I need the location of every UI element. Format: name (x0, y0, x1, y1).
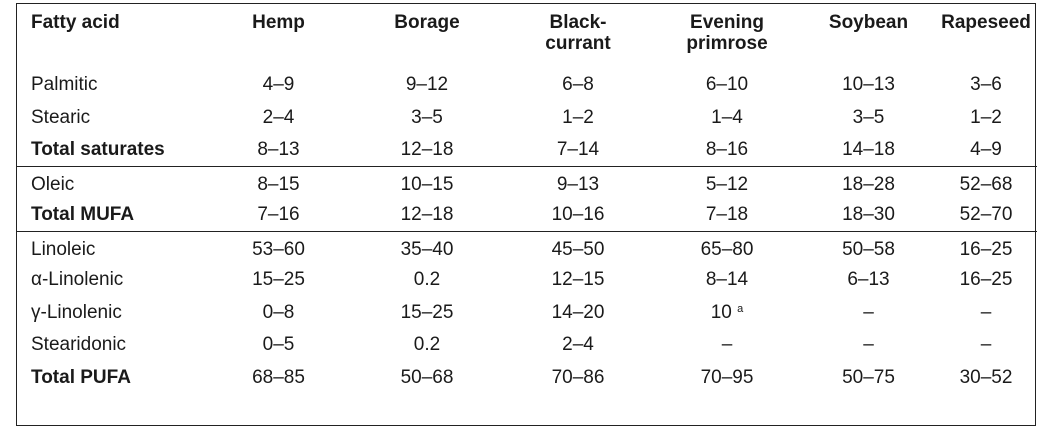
table-row (17, 297, 1037, 330)
table-cell (935, 69, 1037, 102)
row-label: γ-Linolenic (31, 301, 122, 323)
table-cell (802, 69, 935, 102)
cell-value: 0–5 (262, 334, 295, 356)
cell-value: 14–20 (551, 301, 605, 323)
cell-value: 8–14 (705, 269, 749, 291)
row-label: Total MUFA (17, 199, 207, 232)
table-cell (802, 362, 935, 395)
table-cell (802, 297, 935, 330)
footnote-marker: a (737, 302, 744, 315)
table-cell (207, 102, 350, 135)
column-header (652, 4, 802, 69)
cell-value: 3–5 (411, 106, 443, 128)
total-row (17, 199, 1037, 232)
column-header-text: Rapeseed (941, 12, 1031, 33)
table-cell (935, 102, 1037, 135)
table-cell (350, 199, 504, 232)
table-cell (207, 329, 350, 362)
cell-value: 8–13 (257, 139, 300, 160)
table-cell (207, 297, 350, 330)
cell-value: 0.2 (413, 334, 441, 356)
table-cell (504, 199, 652, 232)
column-header (935, 4, 1037, 69)
cell-value: 8–15 (257, 174, 300, 195)
cell-value: – (863, 334, 874, 356)
table-cell (207, 232, 350, 265)
cell-value: 3–6 (970, 74, 1002, 96)
cell-value: 8–16 (705, 139, 749, 160)
table-row (17, 69, 1037, 102)
cell-value: 2–4 (262, 106, 295, 128)
cell-value: 3–5 (852, 106, 885, 128)
table-cell (802, 329, 935, 362)
total-row (17, 362, 1037, 395)
table-cell (802, 232, 935, 265)
cell-value: – (721, 334, 733, 356)
table-cell (652, 329, 802, 362)
column-header (802, 4, 935, 69)
table-row (17, 167, 1037, 200)
table-cell (350, 264, 504, 297)
cell-value: 4–9 (970, 139, 1002, 160)
cell-value: 16–25 (959, 269, 1013, 291)
table-cell (652, 102, 802, 135)
cell-value: 6–8 (562, 74, 594, 96)
table-cell (504, 134, 652, 167)
table-cell (652, 264, 802, 297)
cell-value: 10–15 (400, 174, 454, 195)
table-cell (652, 69, 802, 102)
cell-value: – (980, 334, 992, 356)
table-cell (350, 297, 504, 330)
table-row (17, 264, 1037, 297)
table-cell (652, 232, 802, 265)
cell-value: 2–4 (562, 334, 594, 356)
row-label: Stearidonic (31, 334, 127, 356)
column-header-fatty-acid (17, 4, 207, 69)
cell-value: 1–4 (711, 106, 743, 128)
table-cell (652, 167, 802, 200)
column-header-text: Borage (394, 12, 460, 33)
row-label: Linoleic (31, 239, 96, 260)
cell-value: 14–18 (842, 139, 895, 160)
table-cell (350, 134, 504, 167)
cell-value: 1–2 (970, 106, 1002, 128)
cell-value: 12–15 (551, 269, 605, 291)
table-cell (504, 264, 652, 297)
table-cell (207, 167, 350, 200)
table-cell (652, 297, 802, 330)
fatty-acid-table-frame (16, 3, 1036, 426)
table-body (17, 69, 1037, 394)
cell-value: 18–30 (842, 204, 895, 225)
table-cell (935, 167, 1037, 200)
cell-value: 53–60 (252, 239, 305, 260)
cell-value: 5–12 (705, 174, 749, 195)
cell-value: 10–13 (842, 74, 895, 96)
table-cell (350, 167, 504, 200)
table-cell (652, 134, 802, 167)
cell-value: 0–8 (262, 301, 295, 323)
column-header (350, 4, 504, 69)
table-row (17, 232, 1037, 265)
column-header-text: Evening (690, 12, 764, 33)
table-cell (504, 167, 652, 200)
table-cell (504, 69, 652, 102)
table-cell (652, 199, 802, 232)
cell-value: 65–80 (700, 239, 754, 260)
table-cell (207, 362, 350, 395)
cell-value: 7–14 (556, 139, 600, 160)
table-cell (350, 232, 504, 265)
column-header-text: Black- (549, 12, 607, 33)
cell-value: 10–16 (551, 204, 605, 225)
cell-value: 30–52 (959, 366, 1013, 388)
row-label: Total PUFA (31, 366, 131, 388)
cell-value: 9–12 (405, 74, 449, 96)
table-cell (802, 134, 935, 167)
cell-value: 16–25 (959, 239, 1013, 260)
cell-value: 4–9 (262, 74, 295, 96)
row-label: Total saturates (17, 134, 207, 167)
column-header-text: primrose (686, 33, 768, 54)
cell-value: 45–50 (551, 239, 605, 260)
cell-value: 6–10 (705, 74, 749, 96)
cell-value: 50–68 (400, 366, 454, 388)
column-header (504, 4, 652, 69)
cell-value: – (863, 301, 874, 323)
cell-value: – (980, 301, 992, 323)
fatty-acid-table (17, 4, 1037, 394)
column-header-text: currant (545, 33, 611, 54)
table-cell (935, 232, 1037, 265)
cell-value: 15–25 (252, 269, 305, 291)
row-label: Oleic (31, 174, 75, 195)
cell-value: 70–95 (700, 366, 754, 388)
cell-value: 10 (710, 301, 732, 323)
cell-value: 6–13 (847, 269, 890, 291)
cell-value: 1–2 (562, 106, 594, 128)
table-cell (802, 264, 935, 297)
table-cell (350, 362, 504, 395)
cell-value: 52–68 (959, 174, 1013, 195)
table-cell (802, 102, 935, 135)
cell-value: 50–75 (842, 366, 895, 388)
cell-value: 0.2 (413, 269, 441, 291)
table-cell (350, 102, 504, 135)
table-cell (935, 134, 1037, 167)
cell-value: 12–18 (400, 139, 454, 160)
cell-value: 70–86 (551, 366, 605, 388)
table-cell (652, 362, 802, 395)
table-cell (935, 329, 1037, 362)
table-cell (504, 102, 652, 135)
table-cell (504, 362, 652, 395)
table-cell (935, 362, 1037, 395)
table-cell (935, 264, 1037, 297)
cell-value: 68–85 (252, 366, 305, 388)
table-cell (504, 232, 652, 265)
row-label: α-Linolenic (31, 269, 124, 291)
table-cell (350, 69, 504, 102)
cell-value: 12–18 (400, 204, 454, 225)
cell-value: 35–40 (400, 239, 454, 260)
total-row (17, 134, 1037, 167)
cell-value: 7–16 (257, 204, 300, 225)
table-cell (935, 199, 1037, 232)
cell-value: 50–58 (842, 239, 895, 260)
table-cell (935, 297, 1037, 330)
table-cell (207, 199, 350, 232)
column-header (207, 4, 350, 69)
cell-value: 9–13 (556, 174, 600, 195)
table-cell (802, 199, 935, 232)
header-row (17, 4, 1037, 69)
table-cell (207, 69, 350, 102)
table-cell (504, 329, 652, 362)
row-label: Palmitic (31, 74, 98, 96)
table-cell (207, 134, 350, 167)
cell-value: 52–70 (959, 204, 1013, 225)
table-row (17, 329, 1037, 362)
row-label: Stearic (31, 106, 91, 128)
column-header-text: Hemp (252, 12, 305, 33)
table-cell (802, 167, 935, 200)
table-cell (207, 264, 350, 297)
cell-value: 18–28 (842, 174, 895, 195)
table-cell (350, 329, 504, 362)
table-row (17, 102, 1037, 135)
cell-value: 15–25 (400, 301, 454, 323)
cell-value: 7–18 (705, 204, 749, 225)
column-header-text: Soybean (828, 12, 909, 33)
column-header-text: Fatty acid (31, 12, 120, 33)
table-cell (504, 297, 652, 330)
